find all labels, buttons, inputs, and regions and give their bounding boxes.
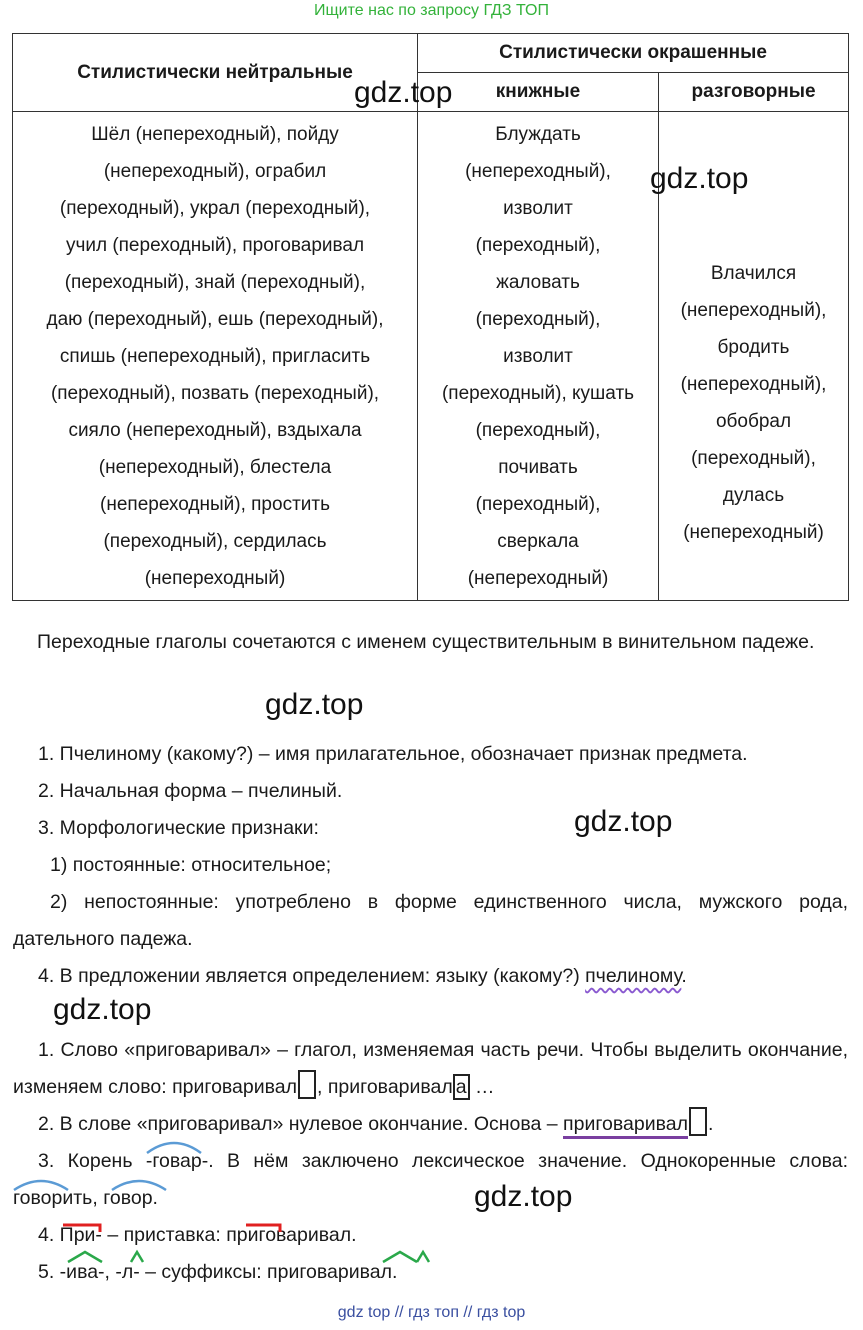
watermark: gdz.top (354, 76, 453, 109)
morph2-text: 2. В слове «приговаривал» нулевое окончание. Основа – (38, 1113, 564, 1135)
morph3-sep: , (92, 1187, 104, 1209)
intro-paragraph: Переходные глаголы сочетаются с именем существительным в винительном падеже. (37, 631, 815, 653)
header-book: книжные (418, 73, 659, 112)
analysis-line-3: 3. Морфологические признаки: (38, 817, 319, 839)
predicate-word: пчелиному (585, 965, 682, 987)
cognate-2: говор (103, 1187, 153, 1209)
watermark: gdz.top (650, 162, 749, 195)
watermark: gdz.top (53, 993, 152, 1026)
line6-end: . (681, 965, 687, 987)
header-colored: Стилистически окрашенные (418, 34, 849, 73)
morph-line-2 (38, 1106, 713, 1143)
morph-line-3 (13, 1143, 848, 1217)
zero-ending-box (689, 1107, 707, 1136)
cell-neutral (13, 112, 418, 601)
watermark: gdz.top (574, 805, 673, 838)
analysis-line-6 (38, 958, 687, 995)
header-talk: разговорные (659, 73, 849, 112)
analysis-line-5: 2) непостоянные: употреблено в форме единственного числа, мужского рода, дательного падежа. (13, 891, 848, 950)
morph1-text3: … (469, 1076, 495, 1098)
line6-text: 4. В предложении является определением: языку (какому?) (38, 965, 586, 987)
book-text: Блуждать (непереходный), изволит (переходный), жаловать (переходный), изволит (переходный), кушать (переходный), почивать (переходный), сверкала (непереходный) (441, 123, 635, 589)
watermark: gdz.top (474, 1180, 573, 1213)
footer: gdz top // гдз топ // гдз top (337, 1304, 526, 1321)
top-banner: Ищите нас по запросу ГДЗ ТОП (314, 2, 549, 19)
watermark: gdz.top (265, 688, 364, 721)
ending-box (298, 1070, 316, 1099)
analysis-line-1: 1. Пчелиному (какому?) – имя прилагательное, обозначает признак предмета. (38, 743, 748, 765)
stem-word: приговаривал (563, 1113, 688, 1139)
neutral-text: Шёл (непереходный), пойду (непереходный), ограбил (переходный), украл (переходный), учил (переходный), проговаривал (переходный), знай (переходный), даю (переходный), ешь (переходный), спишь (непереходный), пригласить (переходный), позвать (переходный), сияло (непереходный), вздыхала (непереходный), блестела (непереходный), простить (переходный), сердилась (непереходный) (46, 124, 384, 589)
cell-book (418, 112, 659, 601)
analysis-line-4: 1) постоянные: относительное; (50, 854, 332, 876)
morph1-text2: , приговаривал (317, 1076, 453, 1098)
morph-line-1 (13, 1032, 848, 1106)
morph-line-4: 4. При- – приставка: приговаривал. (38, 1224, 357, 1246)
morph2-end: . (707, 1113, 714, 1135)
morph1-text: 1. Слово «приговаривал» – глагол, изменяемая часть речи. Чтобы выделить окончание, изменяем слово: приговаривал (13, 1039, 848, 1098)
suffix-mark-icon (417, 1252, 429, 1262)
morph3-text: 3. Корень -говар-. В нём заключено лексическое значение. Однокоренные слова: (38, 1150, 848, 1172)
analysis-line-2: 2. Начальная форма – пчелиный. (38, 780, 343, 802)
verbs-table (12, 33, 849, 601)
header-neutral: Стилистически нейтральные (13, 34, 418, 112)
ending-box-a: а (453, 1074, 470, 1100)
morph3-end: . (152, 1187, 158, 1209)
morph-line-5: 5. -ива-, -л- – суффиксы: приговаривал. (38, 1261, 398, 1283)
cognate-1: говорить (13, 1187, 93, 1209)
talk-text: Влачился (непереходный), бродить (непереходный), обобрал (переходный), дулась (непереходный) (680, 262, 827, 543)
